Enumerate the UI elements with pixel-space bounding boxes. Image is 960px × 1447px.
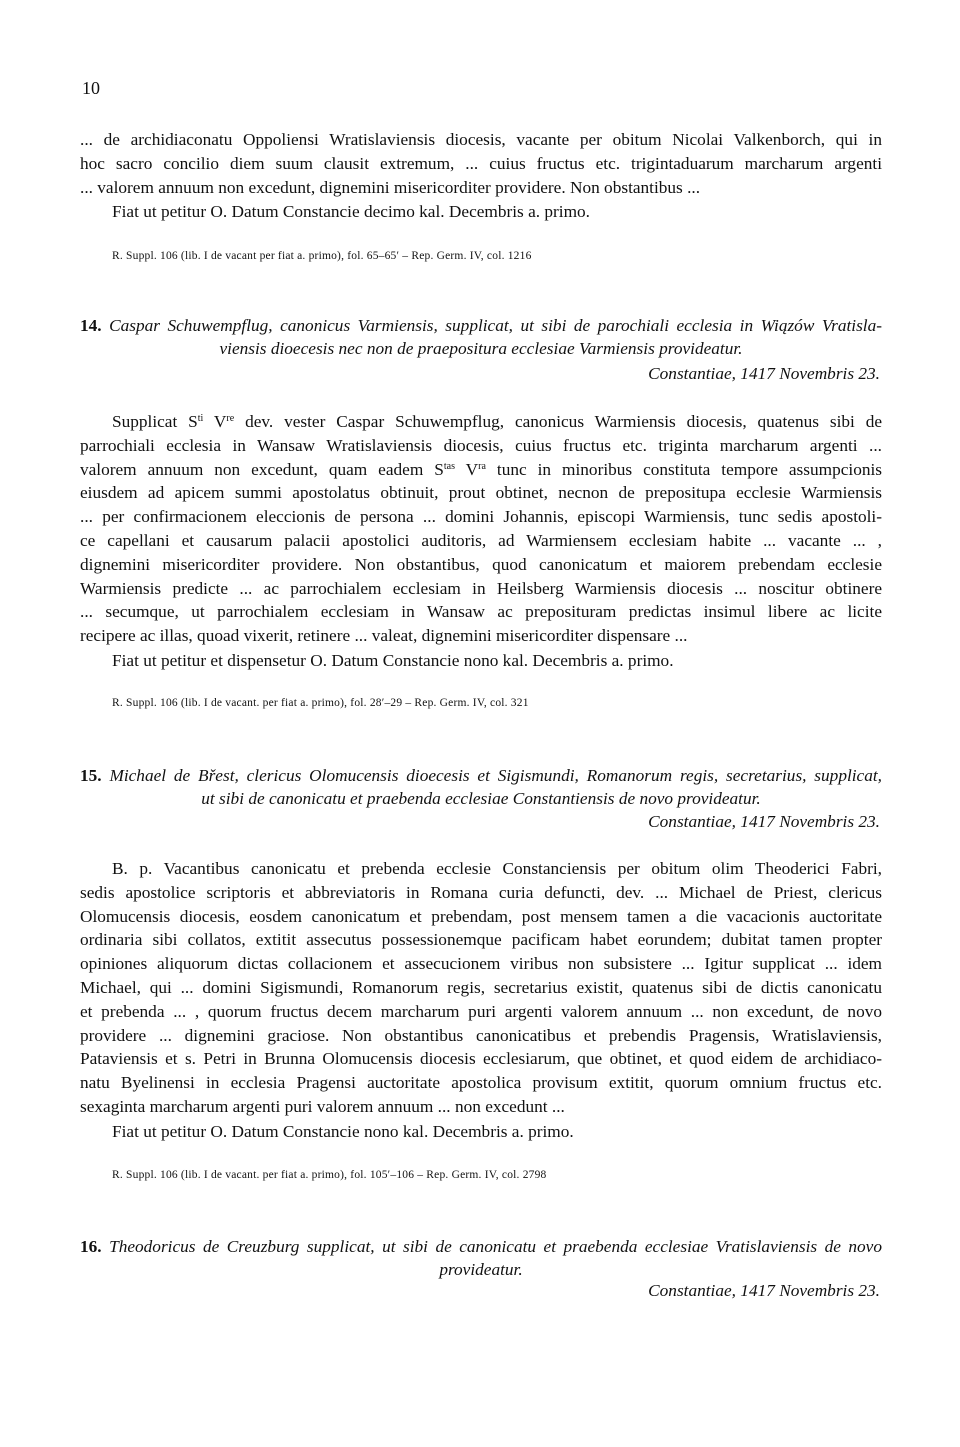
entry-number: 16. <box>80 1237 102 1256</box>
text-line: Pataviensis et s. Petri in Brunna Olomucensis diocesis ecclesiarum, que obtinet, et quod eidem de archidiaco- <box>80 1049 882 1069</box>
text-line: opiniones aliquorum dictas collacionem et assecucionem viribus non subsistere ... Igitur supplicat ... idem <box>80 954 882 974</box>
page-number: 10 <box>82 78 100 98</box>
text-line: Supplicat $S^{ti}$ Vre dev. vester Caspar Schuwempflug, canonicus Warmiensis diocesis, quatenus sibi de <box>112 412 883 431</box>
text-line: sedis apostolice scriptoris et abbreviatoris in Romana curia defuncti, dev. ... Michael de Priest, clericus <box>80 882 882 902</box>
fiat-line: Fiat ut petitur et dispensetur O. Datum Constancie nono kal. Decembris a. primo. <box>112 651 674 670</box>
entry-number: 15. <box>80 766 102 785</box>
text-line: providere ... dignemini graciose. Non obstantibus canonicatibus et prebendis Pragensis, Wratislaviensis, <box>80 1025 882 1045</box>
entry-15-date: Constantiae, 1417 Novembris 23. <box>648 812 880 831</box>
source-reference: R. Suppl. 106 (lib. I de vacant. per fiat a. primo), fol. 28′–29 – Rep. Germ. IV, col. 321 <box>112 697 529 709</box>
text-line: et prebenda ... , quorum fructus decem marcharum puri argenti valorem annuum ... non excedunt, de novo <box>80 1001 882 1021</box>
text-line: ... secumque, ut parrochialem ecclesiam in Wansaw ac preposituram predictas insimul libere ac licite <box>80 602 882 622</box>
text-line: sexaginta marcharum argenti puri valorem annuum ... non excedunt ... <box>80 1096 565 1116</box>
source-reference: R. Suppl. 106 (lib. I de vacant per fiat a. primo), fol. 65–65′ – Rep. Germ. IV, col. 1216 <box>112 250 532 262</box>
heading-text: Caspar Schuwempflug, canonicus Varmiensis, supplicat, ut sibi de parochiali ecclesia in Wiązów Vratisla- <box>109 316 883 335</box>
heading-line <box>80 314 882 337</box>
heading-text: Theodoricus de Creuzburg supplicat, ut sibi de canonicatu et praebenda ecclesiae Vratislaviensis de novo <box>109 1237 882 1256</box>
text-line: ce capellani et causarum palacii apostolici auditoris, ad Warmiensem ecclesiam habite ... vacante ... , <box>80 530 882 550</box>
text-line: ... valorem annuum non excedunt, dignemini misericorditer providere. Non obstantibus ... <box>80 177 701 197</box>
text-line: ... de archidiaconatu Oppoliensi Wratislaviensis diocesis, vacante per obitum Nicolai Valkenborch, qui in <box>80 130 882 149</box>
text-line: Michael, qui ... domini Sigismundi, Romanorum regis, secretarius existit, quatenus sibi de dictis canonicatu <box>80 977 882 997</box>
text-line: eiusdem ad apicem summi apostolatus obtinuit, prout obtinet, necnon de preposituра ecclesie Warmiensis <box>80 483 882 503</box>
heading-line <box>80 1235 882 1258</box>
entry-14-body <box>80 410 882 648</box>
text-line: dignemini misericorditer providere. Non obstantibus, quod canonicatum et maiorem prebendam ecclesie <box>80 554 882 574</box>
text-line: parrochiali ecclesia in Wansaw Wratislaviensis diocesis, cuius fructus etc. triginta marcharum argenti ... <box>80 435 882 455</box>
text-line: ... per confirmacionem eleccionis de persona ... domini Johannis, episcopi Warmiensis, tunc sedis apostoli- <box>80 507 882 527</box>
entry-15-heading <box>80 764 882 810</box>
text-line: Warmiensis predicte ... ac parrochialem ecclesiam in Heilsberg Warmiensis diocesis ... noscitur obtinere <box>80 578 882 598</box>
fiat-line: Fiat ut petitur O. Datum Constancie nono kal. Decembris a. primo. <box>112 1122 574 1141</box>
text-line: hoc sacro concilio diem suum clausit extremum, ... cuius fructus etc. trigintaduarum marcharum argenti <box>80 153 882 173</box>
text-line: ordinaria sibi collatos, extitit assecutus possessionemque pacificam habet eorundem; dubitat tamen propter <box>80 930 882 950</box>
entry-14-date: Constantiae, 1417 Novembris 23. <box>648 364 880 383</box>
heading-line <box>80 764 882 787</box>
heading-line: ut sibi de canonicatu et praebenda ecclesiae Constantiensis de novo provideatur. <box>201 789 761 808</box>
entry-16-heading <box>80 1235 882 1281</box>
entry-15-body <box>80 857 882 1119</box>
text-line: natu Byelinensi in ecclesia Pragensi auctoritate apostolica provisum extitit, quorum omnium fructus etc. <box>80 1073 882 1093</box>
text-line: Olomucensis diocesis, eosdem canonicatum et prebendam, post mensem tamen a die vacacionis auctoritate <box>80 906 882 926</box>
entry-16-date: Constantiae, 1417 Novembris 23. <box>648 1281 880 1300</box>
source-reference: R. Suppl. 106 (lib. I de vacant. per fiat a. primo), fol. 105′–106 – Rep. Germ. IV, col. 2798 <box>112 1169 547 1181</box>
entry-number: 14. <box>80 316 102 335</box>
heading-line: provideatur. <box>439 1260 523 1279</box>
prev-entry-text <box>80 128 882 199</box>
text-line: B. p. Vacantibus canonicatu et prebenda ecclesie Constanciensis per obitum olim Theoderici Fabri, <box>112 859 882 878</box>
text-line: recipere ac illas, quoad vixerit, retinere ... valeat, dignemini misericorditer dispensare ... <box>80 626 688 646</box>
text-line: valorem annuum non excedunt, quam eadem $S^{tas}$ $V^{ra}$ tunc in minoribus constituta tempore assumpcionis <box>80 459 882 479</box>
entry-14-heading <box>80 314 882 360</box>
heading-line: viensis dioecesis nec non de praepositura ecclesiae Varmiensis provideatur. <box>219 339 743 358</box>
fiat-line: Fiat ut petitur O. Datum Constancie decimo kal. Decembris a. primo. <box>112 202 591 221</box>
heading-text: Michael de Břest, clericus Olomucensis dioecesis et Sigismundi, Romanorum regis, secretarius, supplicat, <box>109 766 882 785</box>
